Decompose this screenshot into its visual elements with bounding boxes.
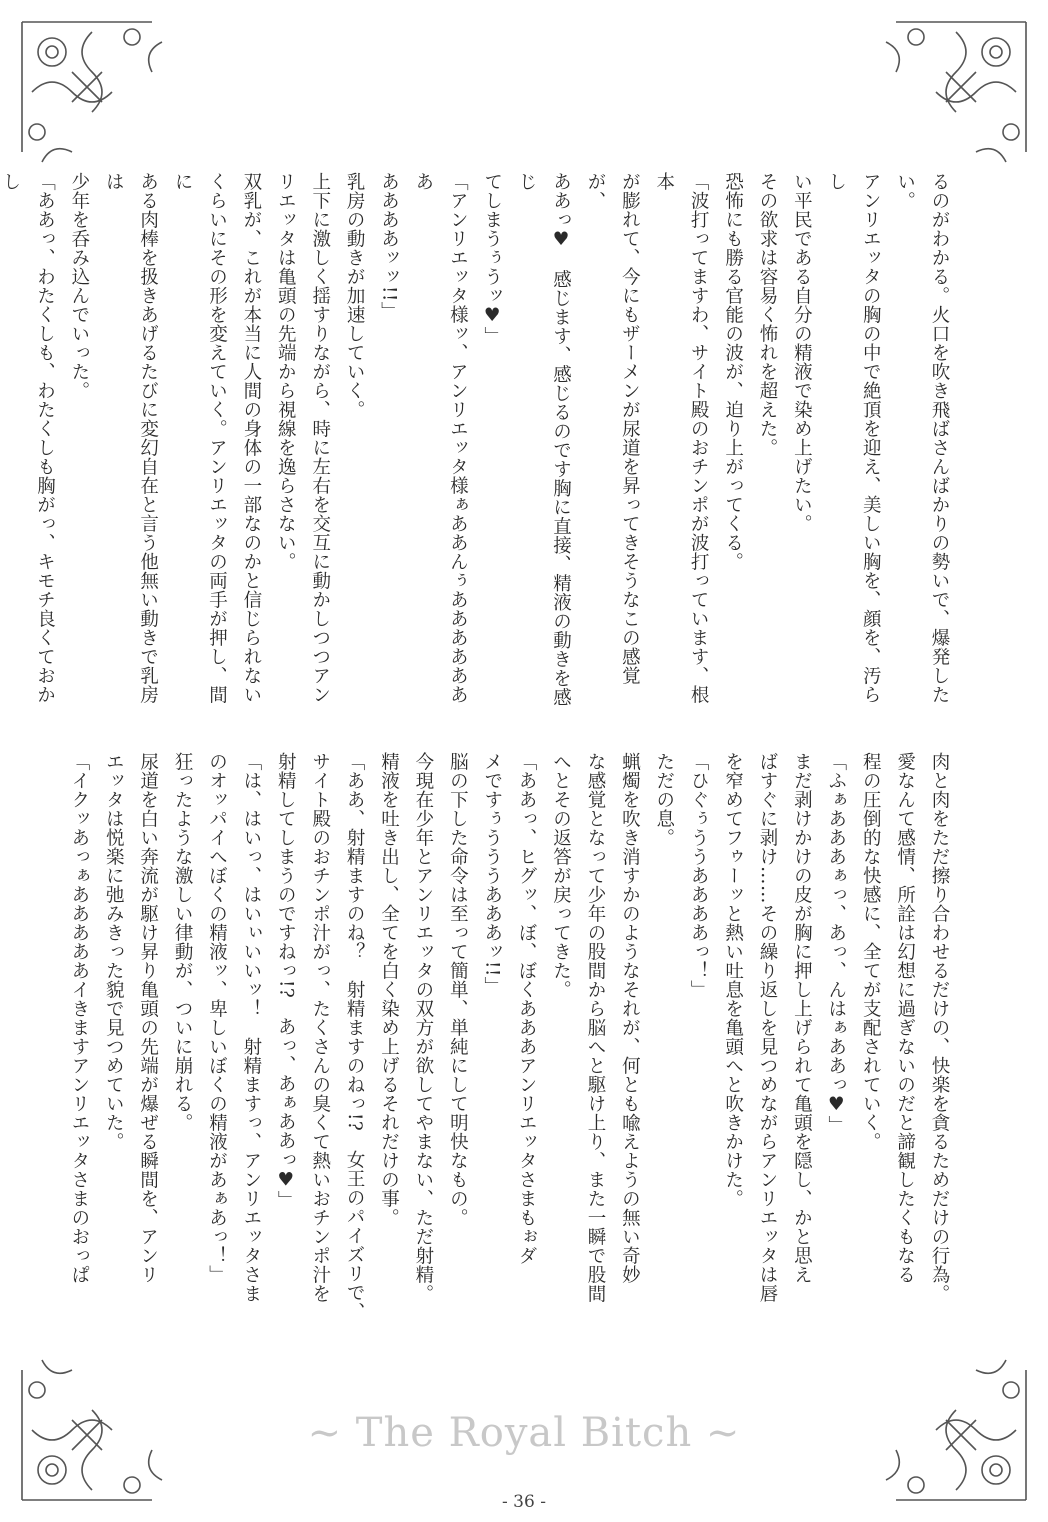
text-line: 愛なんて感情、所詮は幻想に過ぎないのだと諦観したくもなる [894,752,916,1284]
text-line: のオッパイへぼくの精液ッ、卑しいぼくの精液があぁあっ！」 [206,752,228,1284]
text-block-top [0,172,956,710]
text-line: アンリエッタの胸の中で絶頂を迎え、美しい胸を、顔を、汚らし [825,172,882,704]
text-line: 「イクッあっぁあああああイきますアンリエッタさまのおっぱ [68,752,90,1284]
text-line: くらいにその形を変えていく。アンリエッタの両手が押し、間に [172,172,228,704]
text-line: 上下に激しく揺すりながら、時に左右を交互に動かしつつアン [309,172,331,704]
text-line: 「アンリエッタ様ッ、アンリエッタ様ぁああんぅあああああああ [412,172,469,704]
text-line: 「ひぐぅううああああっ！」 [688,752,710,999]
text-line: エッタは悦楽に弛みきった貌で見つめていた。 [103,752,125,1151]
text-line: 「ああっ、わたくしも、わたくしも胸がっ、キモチ良くておかし [0,172,56,704]
text-line: を窄めてフゥーッと熱い吐息を亀頭へと吹きかけた。 [722,752,744,1208]
text-line: ばすぐに剥け……その繰り返しを見つめながらアンリエッタは唇 [756,752,778,1303]
text-line: 程の圧倒的な快感に、全てが支配されていく。 [860,752,882,1151]
text-line: 「ああっ、ヒグッ、ぼ、ぼくあああアンリエッタさまもぉダ [516,752,538,1265]
text-line: サイト殿のおチンポ汁がっ、たくさんの臭くて熱いおチンポ汁を [309,752,331,1303]
text-line: ただの息。 [653,752,675,847]
corner-ornament-top-right [866,12,1036,182]
text-block-bottom [68,752,956,1332]
text-line: 「は、はいっ、はいぃいいッ！ 射精ますっ、アンリエッタさま [240,752,262,1303]
text-line: 肉と肉をただ擦り合わせるだけの、快楽を貪るためだけの行為。 [929,752,950,1303]
text-line: メですぅうううあああッ!!」 [481,752,503,996]
text-line: 少年を呑み込んでいった。 [68,172,90,400]
text-line: リエッタは亀頭の先端から視線を逸らさない。 [275,172,297,571]
text-line: 恐怖にも勝る官能の波が、迫り上がってくる。 [722,172,744,571]
flourish-icon [12,12,182,182]
text-line: るのがわかる。火口を吹き飛ばさんばかりの勢いで、爆発したい。 [894,172,950,704]
text-line: ああっ♥ 感じます、感じるのです胸に直接、精液の動きを感じ [516,172,572,707]
text-line: 脳の下した命令は至って簡単、単純にして明快なもの。 [447,752,469,1227]
text-line: 乳房の動きが加速していく。 [344,172,366,419]
text-line: 今現在少年とアンリエッタの双方が欲してやまない、ただ射精。 [412,752,434,1303]
text-line: 狂ったような激しい律動が、ついに崩れる。 [172,752,194,1132]
corner-ornament-top-left [12,12,182,182]
text-line: てしまうぅうッ♥」 [481,172,503,346]
text-line: 双乳が、これが本当に人間の身体の一部なのかと信じられない [240,172,262,704]
text-line: その欲求は容易く怖れを超えた。 [756,172,778,457]
text-line: ああああッッ!!」 [378,172,400,321]
text-line: 尿道を白い奔流が駆け昇り亀頭の先端が爆ぜる瞬間を、アンリ [137,752,159,1284]
text-line: 精液を吐き出し、全てを白く染め上げるそれだけの事。 [378,752,400,1227]
text-line: ある肉棒を扱きあげるたびに変幻自在と言う他無い動きで乳房は [103,172,159,704]
text-line: 蝋燭を吹き消すかのようなそれが、何とも喩えようの無い奇妙 [619,752,641,1284]
text-line: が膨れて、今にもザーメンが尿道を昇ってきそうなこの感覚が、 [584,172,641,685]
flourish-icon [866,12,1036,182]
footer-title: ~ The Royal Bitch ~ [307,1410,741,1456]
text-line: な感覚となって少年の股間から脳へと駆け上り、また一瞬で股間 [584,752,606,1303]
text-line: い平民である自分の精液で染め上げたい。 [791,172,813,533]
text-line: 射精してしまうのですねっ!? あっ、あぁああっ♥」 [275,752,297,1210]
text-line: 「ふぁあああぁっ、あっ、んはぁああっ♥」 [825,752,847,1135]
text-line: 「波打ってますわ、サイト殿のおチンポが波打っています、根本 [653,172,710,704]
text-line: 「ああ、射精ますのね？ 射精ますのねっ!? 女王のパイズリで、 [344,752,366,1322]
page-number: - 36 - [502,1492,546,1512]
text-line: まだ剥けかけの皮が胸に押し上げられて亀頭を隠し、かと思え [791,752,813,1284]
text-line: へとその返答が戻ってきた。 [550,752,572,999]
